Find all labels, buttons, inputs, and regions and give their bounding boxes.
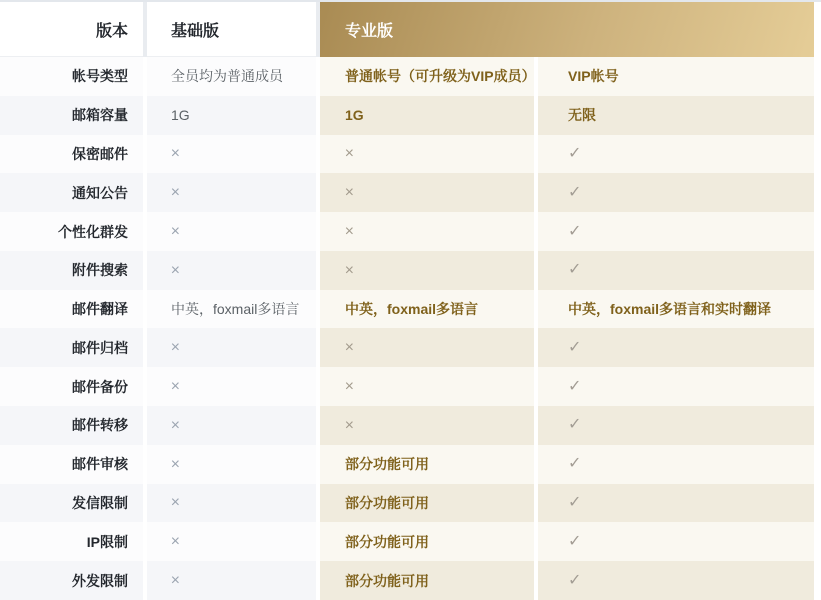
basic-plan-cell — [147, 561, 316, 600]
basic-plan-cell — [147, 212, 316, 251]
check-icon: ✓ — [568, 571, 582, 589]
check-icon: ✓ — [568, 261, 582, 279]
pro-normal-account-cell — [320, 561, 534, 600]
table-row — [0, 135, 814, 174]
feature-label-cell — [0, 173, 143, 212]
pro-normal-account-cell — [320, 406, 534, 445]
vip-value: 无限 — [568, 107, 596, 124]
cross-icon: × — [170, 571, 180, 590]
cross-icon: × — [170, 416, 180, 435]
feature-label: 邮件备份 — [72, 378, 128, 395]
cross-icon: × — [170, 145, 180, 163]
cross-icon: × — [170, 532, 180, 551]
table-row — [0, 290, 814, 329]
cross-icon: × — [170, 222, 180, 241]
basic-plan-cell — [147, 135, 316, 174]
table-row — [0, 561, 814, 600]
plan-comparison-table — [0, 2, 814, 600]
pro-normal-account-cell — [320, 173, 534, 212]
basic-plan-cell — [147, 251, 316, 290]
feature-label-cell — [0, 522, 143, 561]
pro-normal-account-cell — [320, 135, 534, 174]
feature-label: 邮件审核 — [72, 456, 128, 473]
feature-label-cell — [0, 57, 143, 96]
feature-label: 邮件归档 — [72, 339, 128, 356]
table-row — [0, 484, 814, 523]
table-row — [0, 328, 814, 367]
feature-label-cell — [0, 135, 143, 174]
feature-label-cell — [0, 290, 143, 329]
pro-normal-account-cell — [320, 57, 534, 96]
basic-plan-title: 基础版 — [171, 22, 220, 40]
basic-plan-cell — [147, 57, 316, 96]
pro-vip-account-cell — [538, 96, 814, 135]
header-cell-basic-plan — [147, 2, 316, 57]
pro-normal-account-cell — [320, 445, 534, 484]
check-icon: ✓ — [568, 532, 582, 550]
vip-value: VIP帐号 — [568, 68, 619, 85]
basic-plan-cell — [147, 484, 316, 523]
pro-value: 部分功能可用 — [345, 494, 429, 511]
check-icon: ✓ — [568, 493, 582, 511]
pro-vip-account-cell — [538, 445, 814, 484]
feature-label-cell — [0, 96, 143, 135]
check-icon: ✓ — [568, 222, 582, 240]
feature-label: 邮箱容量 — [72, 107, 128, 124]
cross-icon: × — [344, 338, 354, 357]
pro-value: 1G — [345, 107, 364, 124]
pro-value: 部分功能可用 — [345, 572, 429, 589]
basic-plan-cell — [147, 522, 316, 561]
feature-label-cell — [0, 484, 143, 523]
table-body — [0, 57, 814, 600]
pro-vip-account-cell — [538, 328, 814, 367]
check-icon: ✓ — [568, 183, 582, 201]
pro-normal-account-cell — [320, 484, 534, 523]
feature-label-cell — [0, 445, 143, 484]
pro-vip-account-cell — [538, 561, 814, 600]
table-row — [0, 251, 814, 290]
pro-value: 普通帐号（可升级为VIP成员） — [345, 68, 536, 85]
table-row — [0, 522, 814, 561]
header-cell-version — [0, 2, 143, 57]
cross-icon: × — [344, 222, 354, 241]
basic-value: 1G — [171, 107, 190, 124]
pro-vip-account-cell — [538, 484, 814, 523]
pro-vip-account-cell — [538, 135, 814, 174]
cross-icon: × — [344, 145, 354, 163]
basic-plan-cell — [147, 96, 316, 135]
pro-normal-account-cell — [320, 328, 534, 367]
pro-vip-account-cell — [538, 251, 814, 290]
check-icon: ✓ — [568, 455, 582, 473]
basic-value: 全员均为普通成员 — [171, 68, 283, 85]
feature-label-cell — [0, 251, 143, 290]
feature-label: IP限制 — [86, 533, 128, 550]
pro-normal-account-cell — [320, 96, 534, 135]
cross-icon: × — [170, 183, 180, 202]
table-row — [0, 367, 814, 406]
cross-icon: × — [344, 377, 354, 396]
feature-label-cell — [0, 367, 143, 406]
feature-label: 帐号类型 — [72, 68, 128, 85]
feature-label-cell — [0, 406, 143, 445]
table-row — [0, 173, 814, 212]
pro-value: 中英，foxmail多语言 — [345, 301, 479, 318]
basic-plan-cell — [147, 445, 316, 484]
pro-value: 部分功能可用 — [345, 533, 429, 550]
feature-label: 个性化群发 — [58, 223, 128, 240]
cross-icon: × — [344, 261, 354, 280]
pro-normal-account-cell — [320, 522, 534, 561]
cross-icon: × — [170, 494, 180, 512]
header-cell-pro-plan — [320, 2, 814, 57]
table-row — [0, 406, 814, 445]
feature-label: 外发限制 — [72, 572, 128, 589]
table-row — [0, 212, 814, 251]
basic-value: 中英，foxmail多语言 — [171, 301, 300, 318]
table-header-row — [0, 2, 814, 57]
version-column-title: 版本 — [95, 22, 128, 40]
pro-vip-account-cell — [538, 406, 814, 445]
feature-label: 邮件翻译 — [72, 301, 128, 318]
feature-label: 邮件转移 — [72, 417, 128, 434]
pro-vip-account-cell — [538, 57, 814, 96]
table-row — [0, 96, 814, 135]
table-row — [0, 57, 814, 96]
feature-label-cell — [0, 561, 143, 600]
feature-label: 附件搜索 — [72, 262, 128, 279]
cross-icon: × — [344, 183, 354, 202]
basic-plan-cell — [147, 367, 316, 406]
cross-icon: × — [170, 261, 180, 280]
basic-plan-cell — [147, 328, 316, 367]
feature-label: 通知公告 — [72, 184, 128, 201]
pro-vip-account-cell — [538, 367, 814, 406]
basic-plan-cell — [147, 173, 316, 212]
pro-normal-account-cell — [320, 251, 534, 290]
feature-label: 发信限制 — [72, 494, 128, 511]
check-icon: ✓ — [568, 144, 582, 162]
check-icon: ✓ — [568, 338, 582, 356]
cross-icon: × — [170, 455, 180, 474]
check-icon: ✓ — [568, 377, 582, 395]
basic-plan-cell — [147, 406, 316, 445]
cross-icon: × — [344, 416, 354, 435]
pro-vip-account-cell — [538, 290, 814, 329]
pro-plan-title: 专业版 — [345, 23, 394, 40]
pro-value: 部分功能可用 — [345, 456, 429, 473]
pro-normal-account-cell — [320, 290, 534, 329]
cross-icon: × — [170, 338, 180, 357]
table-row — [0, 445, 814, 484]
pro-normal-account-cell — [320, 367, 534, 406]
feature-label: 保密邮件 — [72, 145, 128, 162]
basic-plan-cell — [147, 290, 316, 329]
pro-vip-account-cell — [538, 173, 814, 212]
vip-value: 中英，foxmail多语言和实时翻译 — [568, 301, 772, 318]
pro-normal-account-cell — [320, 212, 534, 251]
feature-label-cell — [0, 328, 143, 367]
feature-label-cell — [0, 212, 143, 251]
pro-vip-account-cell — [538, 522, 814, 561]
cross-icon: × — [170, 377, 180, 396]
pro-vip-account-cell — [538, 212, 814, 251]
check-icon: ✓ — [568, 416, 582, 434]
